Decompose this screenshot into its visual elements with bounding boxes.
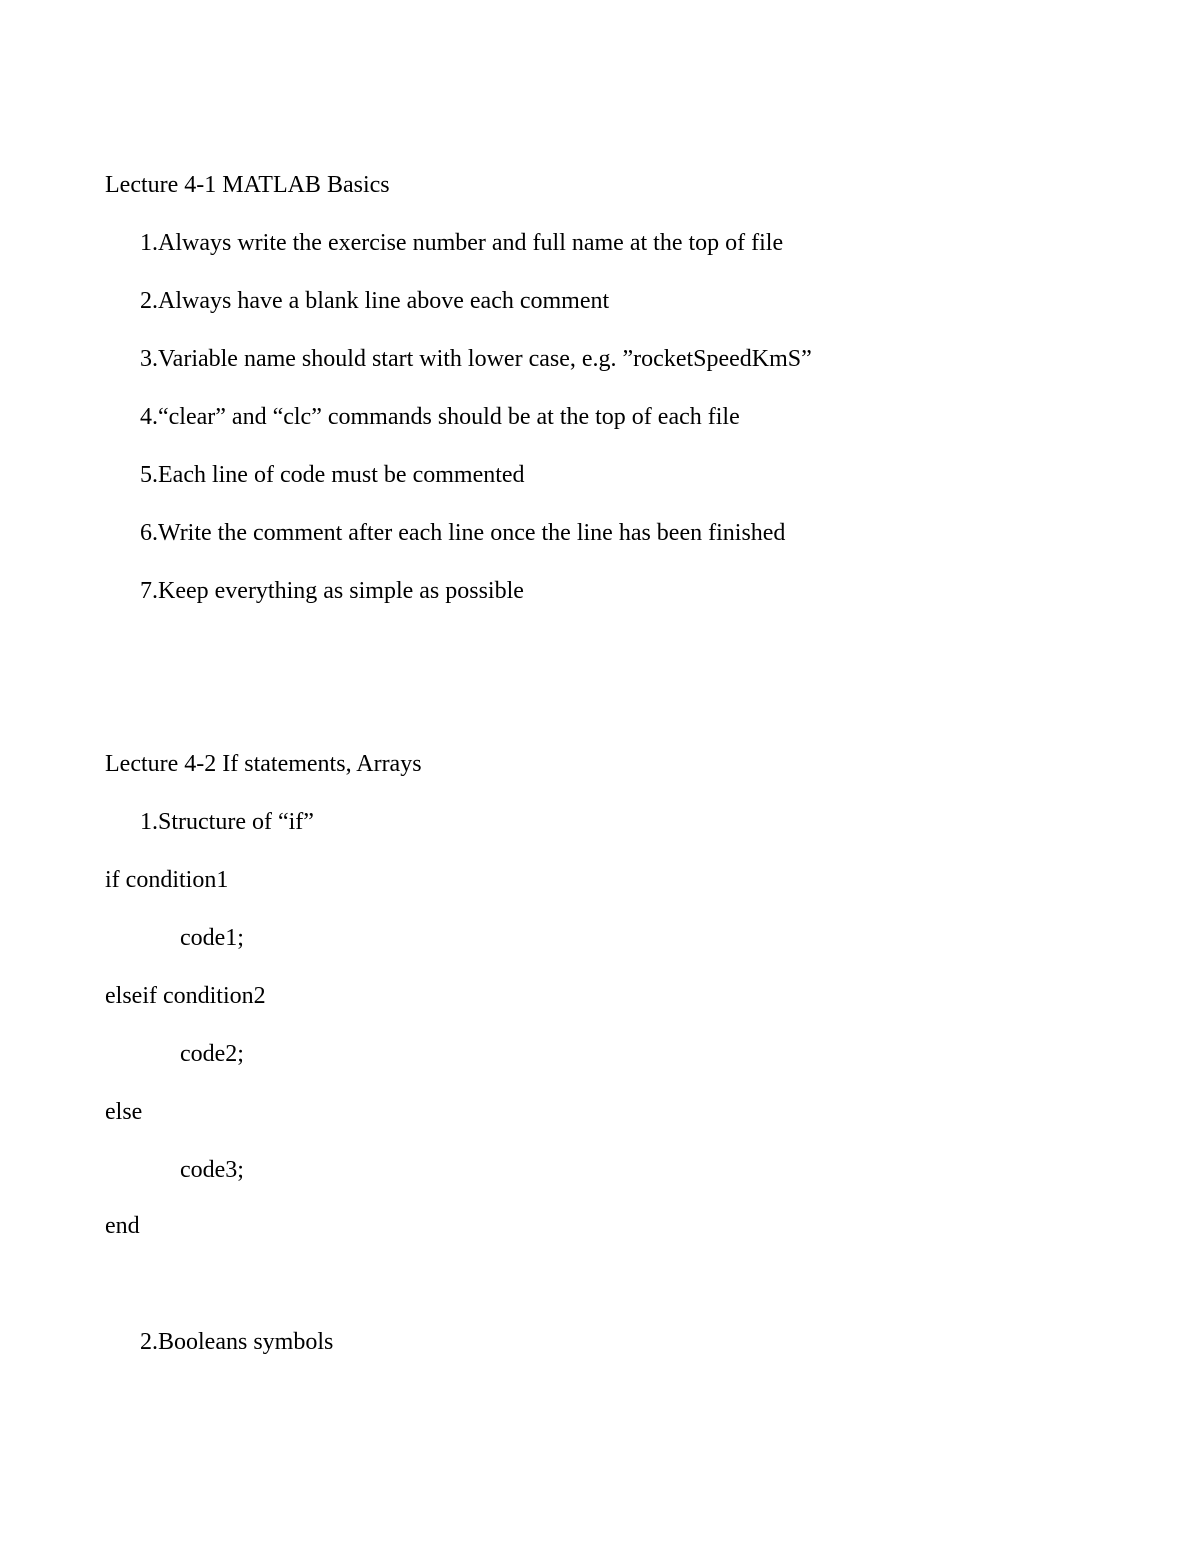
code-line: elseif condition2: [105, 983, 266, 1009]
code-line: code2;: [180, 1041, 244, 1067]
list-item: 5.Each line of code must be commented: [140, 462, 525, 488]
code-line: if condition1: [105, 867, 229, 893]
code-line: code3;: [180, 1157, 244, 1183]
list-item: 3.Variable name should start with lower case, e.g. ”rocketSpeedKmS”: [140, 346, 812, 372]
list-item: 1.Always write the exercise number and full name at the top of file: [140, 230, 784, 256]
code-line: code1;: [180, 925, 244, 951]
list-item: 4.“clear” and “clc” commands should be at the top of each file: [140, 404, 740, 430]
list-item: 2.Always have a blank line above each comment: [140, 288, 610, 314]
list-item: 7.Keep everything as simple as possible: [140, 578, 524, 604]
section-title-lecture-4-1: Lecture 4-1 MATLAB Basics: [105, 172, 390, 198]
list-item: 2.Booleans symbols: [140, 1329, 334, 1355]
section-title-lecture-4-2: Lecture 4-2 If statements, Arrays: [105, 751, 422, 777]
code-line: end: [105, 1213, 140, 1239]
code-line: else: [105, 1099, 143, 1125]
list-item: 1.Structure of “if”: [140, 809, 314, 835]
list-item: 6.Write the comment after each line once the line has been finished: [140, 520, 786, 546]
